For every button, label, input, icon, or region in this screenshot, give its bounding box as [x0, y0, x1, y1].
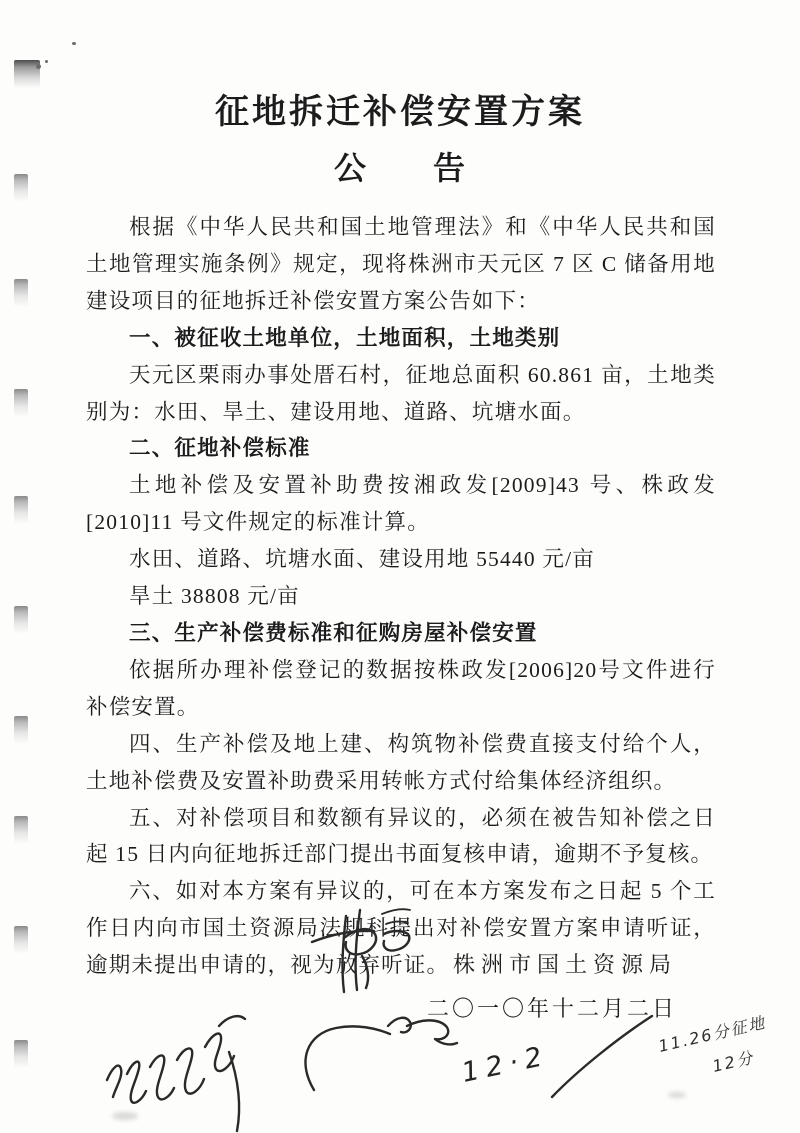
notice-subtitle: 公 告 — [333, 150, 466, 186]
section-3-body: 依据所办理补偿登记的数据按株政发[2006]20号文件进行补偿安置。 — [86, 657, 716, 719]
binder-hole-shadow — [14, 816, 28, 844]
section-1-body: 天元区栗雨办事处厝石村，征地总面积 60.861 亩，土地类别为：水田、旱土、建设用地、道路、坑塘水面。 — [86, 362, 716, 424]
section-2-heading: 二、征地补偿标准 — [129, 436, 311, 461]
ink-speck — [36, 64, 41, 69]
handwritten-corner-note-line1: 11.26分征地 — [656, 1012, 768, 1056]
check-slash-stroke — [552, 1016, 652, 1097]
handwritten-corner-note-line2: 12分 — [710, 1047, 757, 1076]
section-1-heading: 一、被征收土地单位，土地面积，土地类别 — [129, 325, 561, 350]
binder-hole-shadow — [14, 926, 28, 954]
rate-line-dryland: 旱土 38808 元/亩 — [129, 584, 300, 609]
section-4-paragraph: 四、生产补偿及地上建、构筑物补偿费直接支付给个人，土地补偿费及安置补助费采用转帐方式付给集体经济组织。 — [86, 731, 716, 793]
rate-line-paddy: 水田、道路、坑塘水面、建设用地 55440 元/亩 — [129, 547, 595, 572]
section-6-paragraph: 六、如对本方案有异议的，可在本方案发布之日起 5 个工作日内向市国土资源局法规科提出对补偿安置方案申请听证，逾期未提出申请的，视为放弃听证。 — [86, 879, 716, 978]
issue-date: 二〇一〇年十二月二日 — [427, 996, 678, 1021]
issuer-name: 株洲市国土资源局 — [453, 952, 678, 977]
binder-hole-shadow — [14, 389, 28, 417]
binder-hole-shadow — [14, 279, 28, 307]
binder-hole-shadow — [14, 716, 28, 744]
section-5-paragraph: 五、对补偿项目和数额有异议的，必须在被告知补偿之日起 15 日内向征地拆迁部门提出书面复核申请，逾期不予复核。 — [86, 805, 716, 867]
binder-hole-shadow — [14, 606, 28, 634]
scan-smudge — [668, 1092, 686, 1098]
binder-hole-shadow — [14, 1040, 28, 1068]
ink-speck — [72, 42, 76, 45]
paragraph-intro: 根据《中华人民共和国土地管理法》和《中华人民共和国土地管理实施条例》规定，现将株洲市天元区 7 区 C 储备用地建设项目的征地拆迁补偿安置方案公告如下： — [86, 215, 716, 313]
handwritten-date-note: 12·2 — [459, 1040, 552, 1089]
scan-smudge — [112, 1112, 138, 1120]
ink-speck — [45, 60, 48, 63]
notice-body — [86, 209, 716, 984]
binder-hole-shadow — [14, 496, 28, 524]
section-3-heading: 三、生产补偿费标准和征购房屋补偿安置 — [129, 620, 538, 645]
section-2-body: 土地补偿及安置补助费按湘政发[2009]43 号、株政发[2010]11 号文件规定的标准计算。 — [86, 473, 716, 535]
notice-title: 征地拆迁补偿安置方案 — [215, 94, 585, 131]
flourish-signature-scribble — [305, 1018, 457, 1090]
binder-hole-shadow — [14, 174, 28, 202]
